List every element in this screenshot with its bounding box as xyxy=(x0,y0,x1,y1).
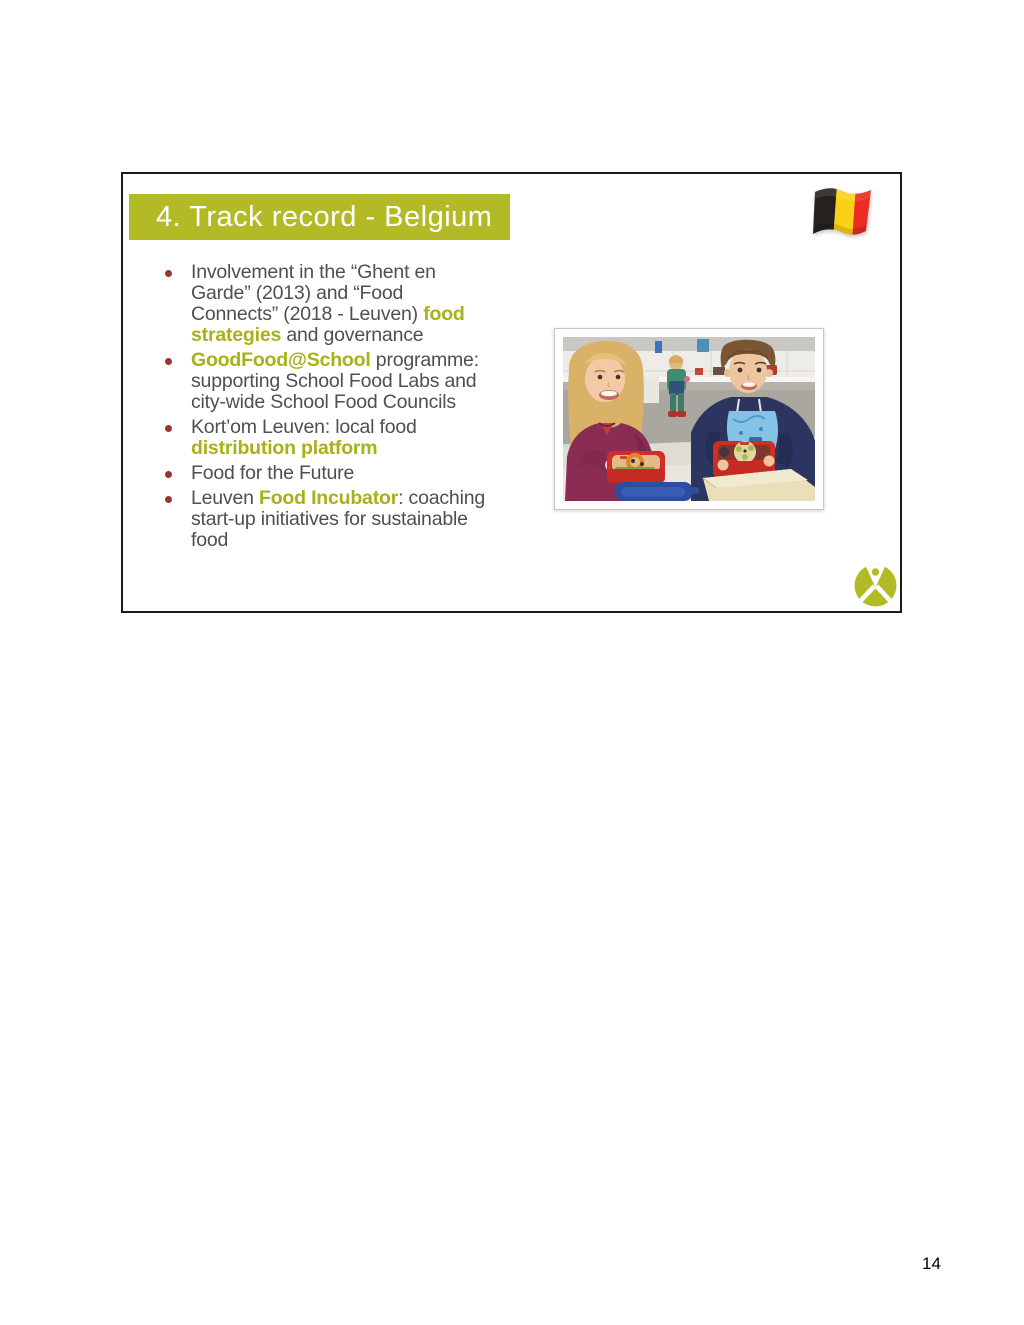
bullet-item xyxy=(163,262,535,346)
bullet-item xyxy=(163,463,535,484)
bullet-item xyxy=(163,350,535,413)
bullet-text xyxy=(191,262,465,346)
slide-title: 4. Track record - Belgium xyxy=(156,201,493,233)
bullet-marker xyxy=(165,471,172,478)
bullet-line: distribution platform xyxy=(191,437,378,459)
bullet-line: strategies and governance xyxy=(191,324,424,346)
bullet-marker xyxy=(165,496,172,503)
bullet-line: food xyxy=(191,529,229,551)
bullet-marker xyxy=(165,270,172,277)
bullet-line: supporting School Food Labs and xyxy=(191,370,477,392)
bullet-line: Kort’om Leuven: local food xyxy=(191,416,417,438)
bullet-text xyxy=(191,488,485,551)
bullet-text xyxy=(191,463,354,484)
slide-title-bar xyxy=(129,194,510,240)
bullet-line: GoodFood@School programme: xyxy=(191,349,479,371)
bullet-item xyxy=(163,417,535,459)
bullet-item xyxy=(163,488,535,551)
bullet-line: Leuven Food Incubator: coaching xyxy=(191,487,486,509)
bullet-list xyxy=(163,262,535,555)
bullet-line: Food for the Future xyxy=(191,462,355,484)
bullet-marker xyxy=(165,358,172,365)
bullet-line: Involvement in the “Ghent en xyxy=(191,261,436,283)
children-lunchbox-photo xyxy=(554,328,824,510)
bullet-marker xyxy=(165,425,172,432)
belgium-flag-icon xyxy=(808,185,878,241)
bullet-line: Connects” (2018 - Leuven) food xyxy=(191,303,465,325)
photo-illustration xyxy=(563,337,815,501)
page-number: 14 xyxy=(922,1254,941,1273)
bullet-line: Garde” (2013) and “Food xyxy=(191,282,404,304)
bullet-text xyxy=(191,417,417,459)
bullet-line: city-wide School Food Councils xyxy=(191,391,456,413)
bullet-line: start-up initiatives for sustainable xyxy=(191,508,468,530)
rikolto-logo-icon xyxy=(854,564,897,607)
slide xyxy=(121,172,902,613)
bullet-text xyxy=(191,350,479,413)
